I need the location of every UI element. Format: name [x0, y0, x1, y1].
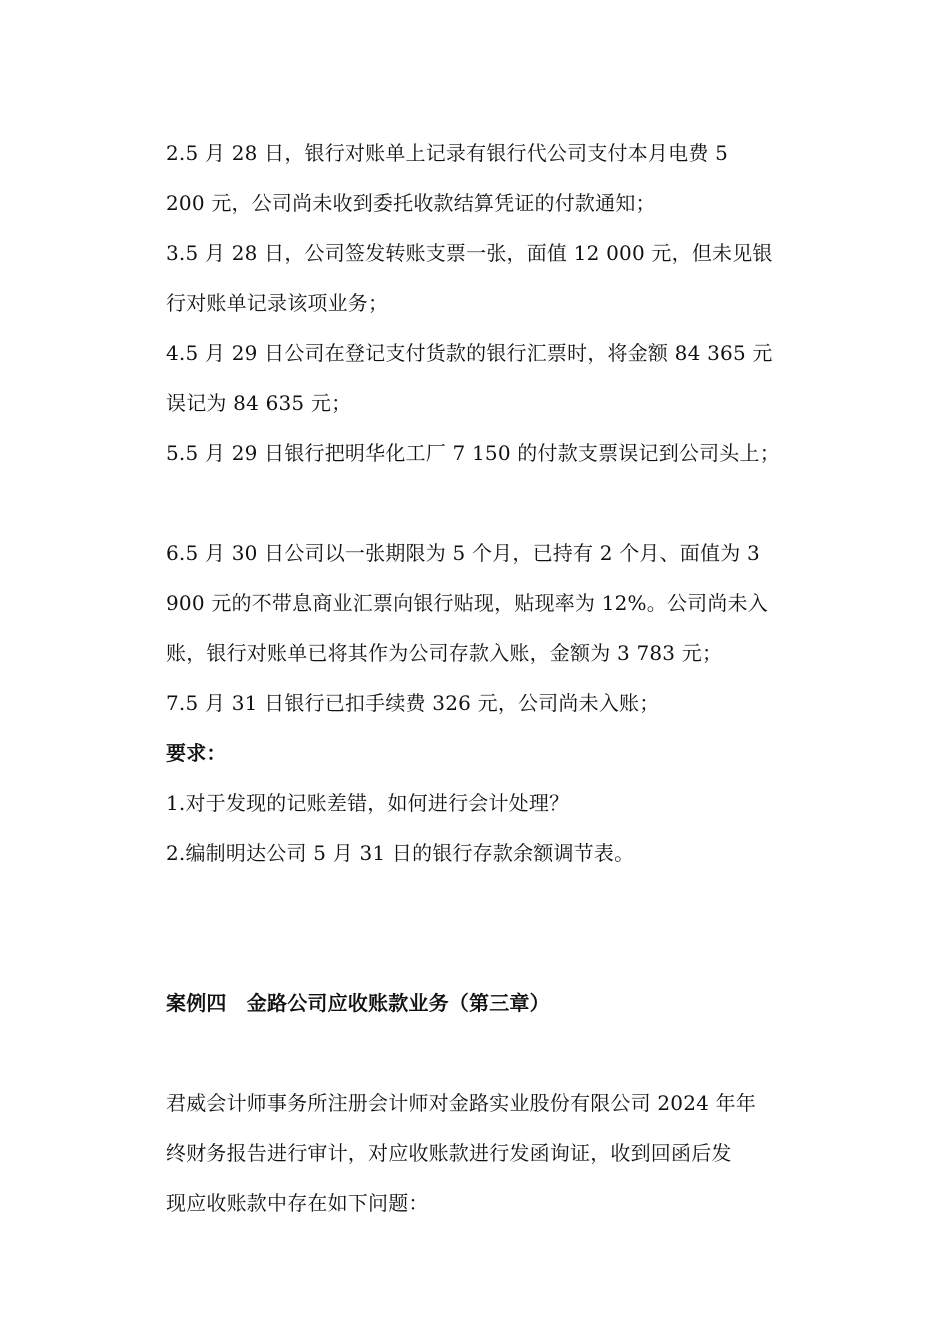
- item-6-line-1: 6.5 月 30 日公司以一张期限为 5 个月，已持有 2 个月、面值为 3: [166, 541, 760, 565]
- item-4-line-2: 误记为 84 635 元；: [166, 391, 352, 415]
- item-4-line-1: 4.5 月 29 日公司在登记支付货款的银行汇票时，将金额 84 365 元: [166, 341, 773, 365]
- item-2-line-2: 200 元，公司尚未收到委托收款结算凭证的付款通知；: [166, 191, 656, 215]
- item-6-line-3: 账，银行对账单已将其作为公司存款入账，金额为 3 783 元；: [166, 641, 723, 665]
- item-5-line-1: 5.5 月 29 日银行把明华化工厂 7 150 的付款支票误记到公司头上；: [166, 441, 780, 465]
- case-4-paragraph-line-1: 君威会计师事务所注册会计师对金路实业股份有限公司 2024 年年: [166, 1091, 757, 1115]
- case-4-title: 案例四 金路公司应收账款业务（第三章）: [166, 991, 550, 1015]
- item-6-line-2: 900 元的不带息商业汇票向银行贴现，贴现率为 12%。公司尚未入: [166, 591, 768, 615]
- item-7-line-1: 7.5 月 31 日银行已扣手续费 326 元，公司尚未入账；: [166, 691, 660, 715]
- item-2-line-1: 2.5 月 28 日，银行对账单上记录有银行代公司支付本月电费 5: [166, 141, 729, 165]
- case-4-paragraph-line-2: 终财务报告进行审计，对应收账款进行发函询证，收到回函后发: [166, 1141, 732, 1165]
- item-3-line-2: 行对账单记录该项业务；: [166, 291, 389, 315]
- case-4-paragraph-line-3: 现应收账款中存在如下问题：: [166, 1191, 429, 1215]
- requirement-2: 2.编制明达公司 5 月 31 日的银行存款余额调节表。: [166, 841, 635, 865]
- requirements-heading: 要求：: [166, 741, 227, 765]
- item-3-line-1: 3.5 月 28 日，公司签发转账支票一张，面值 12 000 元，但未见银: [166, 241, 773, 265]
- requirement-1: 1.对于发现的记账差错，如何进行会计处理？: [166, 791, 570, 815]
